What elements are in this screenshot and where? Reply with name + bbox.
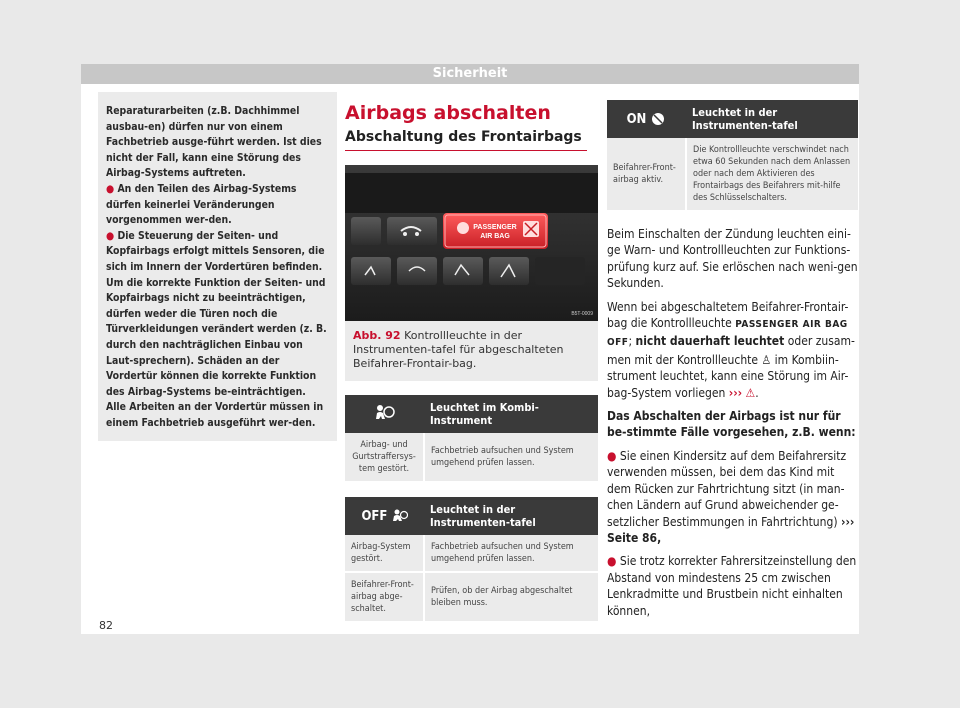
dashboard-photo — [345, 165, 598, 321]
right-column — [607, 100, 858, 626]
off-label: OFF — [361, 508, 388, 524]
paragraph: Wenn bei abgeschaltetem Beifahrer-Frontair-bag die Kontrollleuchte PASSENGER AIR BAG OFF; nicht dauerhaft leuchtet oder zusam-men mit der Kontrollleuchte ♙ im Kombiin-strument leuchtet, kann eine Störung im Air-bag-System vorliegen ››› ⚠. — [607, 299, 855, 400]
warning-bullet-text: An den Teilen des Airbag-Systems dürfen keinerlei Veränderungen vorgenommen wer-den. — [106, 182, 297, 227]
table-cell: Fachbetrieb aufsuchen und System umgehend prüfen lassen. — [424, 535, 598, 572]
warning-bullet-text: Die Steuerung der Seiten- und Kopfairbags erfolgt mittels Sensoren, die sich im Innern der Vordertüren befinden. Um die korrekte Funktion der Seiten- und Kopfairbags nicht zu beeinträchtigen, dürfen weder die Türen noch die Türverkleidungen verändert werden (z. B. durch den nachträglichen Einbau von Laut-sprechern). Schäden an der Vordertür können die korrekte Funktion des Airbag-Systems be-einträchtigen. Alle Arbeiten an der Vordertür müssen in einem Fachbetrieb ausgeführt wer-den. — [106, 229, 327, 429]
page-reference-link[interactable]: ››› Seite 86, — [607, 514, 855, 545]
manual-page — [81, 64, 859, 634]
table-row — [345, 535, 598, 572]
bullet-item — [607, 448, 858, 546]
text-span: Sie trotz korrekter Fahrersitzeinstellung den Abstand von mindestens 25 cm zwischen Lenkradmitte und Brustbein nicht einhalten können, — [607, 554, 857, 618]
airbag-person-icon — [374, 404, 396, 422]
figure-number: Abb. 92 — [353, 329, 401, 342]
panel-label-passenger: PASSENGER — [473, 224, 517, 231]
table-cell: Die Kontrollleuchte verschwindet nach etwa 60 Sekunden nach dem Anlassen oder nach dem Aktivieren des Frontairbags des Beifahrers mit-hilfe des Schlüsselschalters. — [686, 138, 858, 211]
bold-text: nicht dauerhaft leuchtet — [635, 334, 785, 349]
passenger-airbag-icon: PASSENGER AIR BAG — [735, 319, 848, 331]
warning-bullet-2 — [106, 229, 329, 432]
bold-text: Das Abschalten der Airbags ist nur für be-stimmte Fälle vorgesehen, z.B. wenn: — [607, 409, 856, 440]
bullet-icon: ● — [607, 448, 617, 463]
left-column — [98, 92, 337, 441]
page-title: Airbags abschalten — [345, 102, 551, 124]
airbag-person-icon: ♙ — [761, 352, 772, 367]
table-icon-cell — [345, 395, 424, 433]
bullet-icon: ● — [106, 182, 115, 195]
table-cell: Fachbetrieb aufsuchen und System umgehend prüfen lassen. — [424, 433, 598, 482]
table-cell: Airbag-System gestört. — [345, 535, 424, 572]
section-header: Sicherheit — [81, 64, 859, 84]
bullet-icon: ● — [106, 229, 115, 242]
paragraph: Beim Einschalten der Zündung leuchten eini-ge Warn- und Kontrollleuchten zur Funktions-prüfung kurz auf. Sie erlöschen nach weni-gen Sekunden. — [607, 227, 858, 291]
table-instrumententafel-on — [607, 100, 858, 212]
figure — [345, 165, 598, 381]
table-cell: Airbag- und Gurtstraffersys-tem gestört. — [345, 433, 424, 482]
table-icon-cell — [607, 100, 686, 138]
text-span: Wenn bei abgeschaltetem Beifahrer-Frontair-bag die Kontrollleuchte — [607, 299, 849, 331]
page-number: 82 — [99, 619, 113, 632]
table-row — [345, 572, 598, 622]
on-label: ON — [626, 111, 647, 127]
bullet-icon: ● — [607, 554, 617, 569]
text-span: oder zusam-men mit der Kontrollleuchte — [607, 334, 855, 367]
page-subtitle: Abschaltung des Frontairbags — [345, 128, 587, 151]
airbag-off-icon: OFF — [607, 337, 629, 349]
text-span: Sie einen Kindersitz auf dem Beifahrersitz verwenden müssen, bei dem das Kind mit dem Rücken zur Fahrtrichtung sitzt (in man-chen Ländern auf Grund abweichender ge-setzlicher Bestimmungen in Fahrtrichtung) — [607, 448, 847, 529]
table-cell: Prüfen, ob der Airbag abgeschaltet bleiben muss. — [424, 572, 598, 622]
table-row — [345, 433, 598, 482]
airbag-off-icon — [361, 509, 407, 524]
table-cell: Beifahrer-Front-airbag aktiv. — [607, 138, 686, 211]
table-cell: Beifahrer-Front-airbag abge-schaltet. — [345, 572, 424, 622]
table-row — [607, 138, 858, 211]
bullet-item — [607, 553, 858, 619]
text-span: im Kombiin-strument leuchtet, kann eine Störung im Air-bag-System vorliegen — [607, 352, 849, 400]
panel-label-airbag: AIR BAG — [480, 233, 510, 240]
figure-caption — [345, 321, 598, 381]
table-icon-cell — [345, 497, 424, 535]
body-text — [607, 226, 858, 619]
reference-arrows[interactable]: ››› — [728, 385, 743, 400]
table-header: Leuchtet in der Instrumenten-tafel — [424, 497, 598, 535]
figure-code: B5T-0009 — [571, 311, 593, 317]
table-header: Leuchtet im Kombi-Instrument — [424, 395, 598, 433]
table-header: Leuchtet in der Instrumenten-tafel — [686, 100, 858, 138]
warning-triangle-icon: ⚠ — [745, 385, 756, 400]
warning-box — [98, 92, 337, 441]
table-instrumententafel-off — [345, 497, 598, 623]
table-kombi-instrument — [345, 395, 598, 483]
heading-bold — [607, 408, 858, 441]
warning-paragraph: Reparaturarbeiten (z.B. Dachhimmel ausbau-en) dürfen nur von einem Fachbetrieb ausge-führt werden. Ist dies nicht der Fall, kann eine Störung des Airbag-Systems auftreten. — [106, 105, 322, 180]
airbag-on-icon — [627, 112, 667, 127]
warning-bullet-1 — [106, 182, 329, 229]
middle-column — [345, 100, 598, 623]
caption-text: Kontrollleuchte in der Instrumenten-tafel für abgeschalteten Beifahrer-Frontair-bag. — [353, 329, 564, 370]
